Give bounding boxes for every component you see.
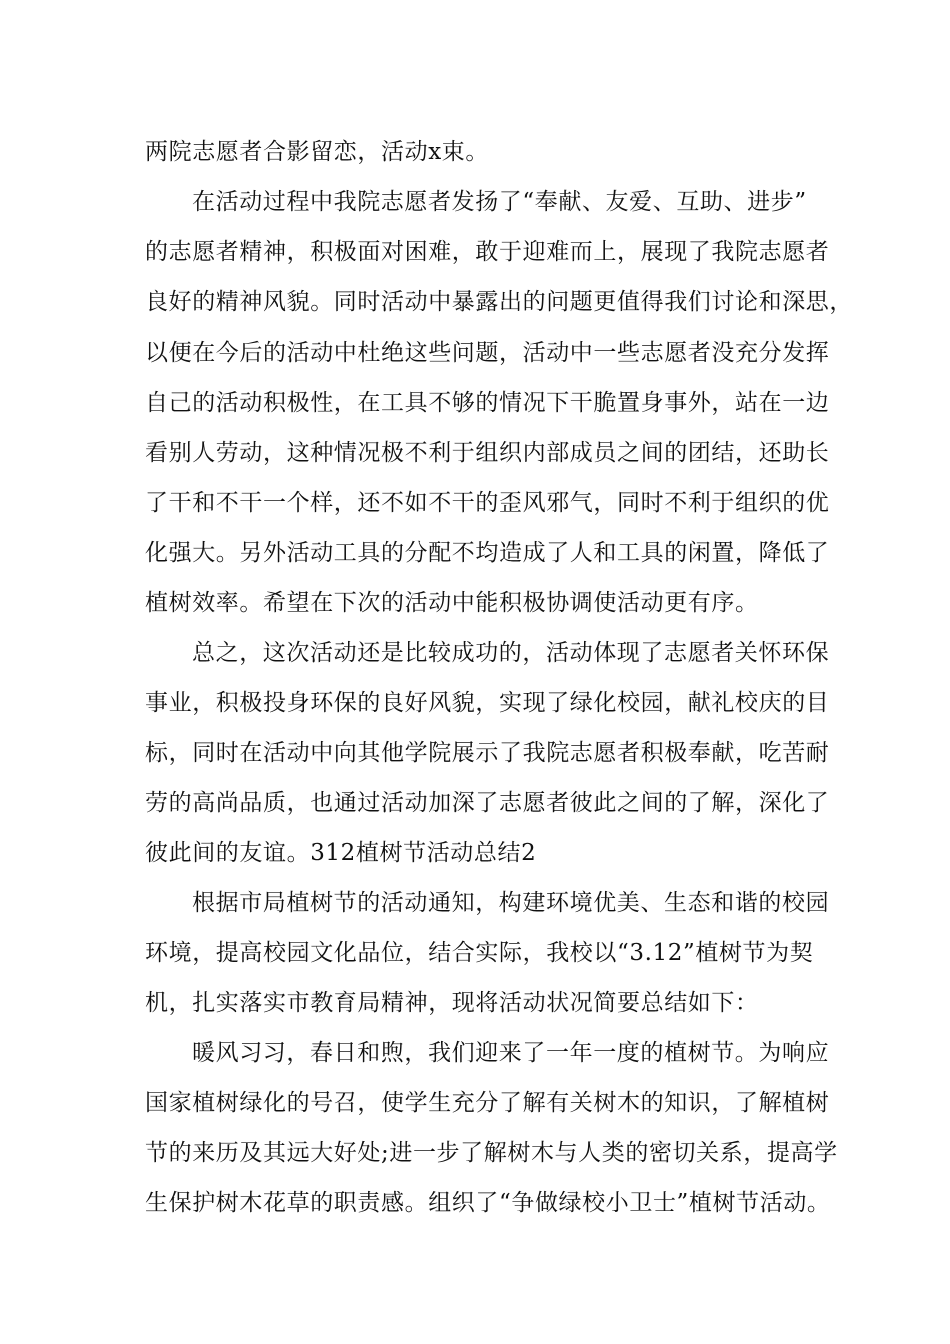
text-line: 看别人劳动，这种情况极不利于组织内部成员之间的团结，还助长 <box>145 440 830 466</box>
text-line: 国家植树绿化的号召，使学生充分了解有关树木的知识，了解植树 <box>145 1090 830 1116</box>
text-line: 植树效率。希望在下次的活动中能积极协调使活动更有序。 <box>145 590 759 616</box>
text-line: 两院志愿者合影留恋，活动x束。 <box>145 139 489 165</box>
text-line: 生保护树木花草的职责感。组织了“争做绿校小卫士”植树节活动。 <box>145 1190 831 1216</box>
text-line: 环境，提高校园文化品位，结合实际，我校以“3.12”植树节为契 <box>145 940 814 966</box>
text-line: 标，同时在活动中向其他学院展示了我院志愿者积极奉献，吃苦耐 <box>145 740 830 766</box>
text-line: 以便在今后的活动中杜绝这些问题，活动中一些志愿者没充分发挥 <box>145 340 830 366</box>
text-line: 的志愿者精神，积极面对困难，敢于迎难而上，展现了我院志愿者 <box>145 239 830 265</box>
text-line: 节的来历及其远大好处;进一步了解树木与人类的密切关系，提高学 <box>145 1140 838 1166</box>
paragraph-first-line: 暖风习习，春日和煦，我们迎来了一年一度的植树节。为响应 <box>192 1040 830 1066</box>
text-line: 彼此间的友谊。312植树节活动总结2 <box>145 840 537 866</box>
paragraph-first-line: 根据市局植树节的活动通知，构建环境优美、生态和谐的校园 <box>192 890 830 916</box>
paragraph-first-line: 总之，这次活动还是比较成功的，活动体现了志愿者关怀环保 <box>192 640 830 666</box>
text-line: 了干和不干一个样，还不如不干的歪风邪气，同时不利于组织的优 <box>145 490 830 516</box>
text-line: 化强大。另外活动工具的分配不均造成了人和工具的闲置，降低了 <box>145 540 830 566</box>
text-line: 劳的高尚品质，也通过活动加深了志愿者彼此之间的了解，深化了 <box>145 790 830 816</box>
text-line: 自己的活动积极性，在工具不够的情况下干脆置身事外，站在一边 <box>145 390 830 416</box>
text-line: 良好的精神风貌。同时活动中暴露出的问题更值得我们讨论和深思， <box>145 289 853 315</box>
paragraph-first-line: 在活动过程中我院志愿者发扬了“奉献、友爱、互助、进步” <box>192 189 807 215</box>
text-line: 机，扎实落实市教育局精神，现将活动状况简要总结如下： <box>145 990 759 1016</box>
text-line: 事业，积极投身环保的良好风貌，实现了绿化校园，献礼校庆的目 <box>145 690 830 716</box>
